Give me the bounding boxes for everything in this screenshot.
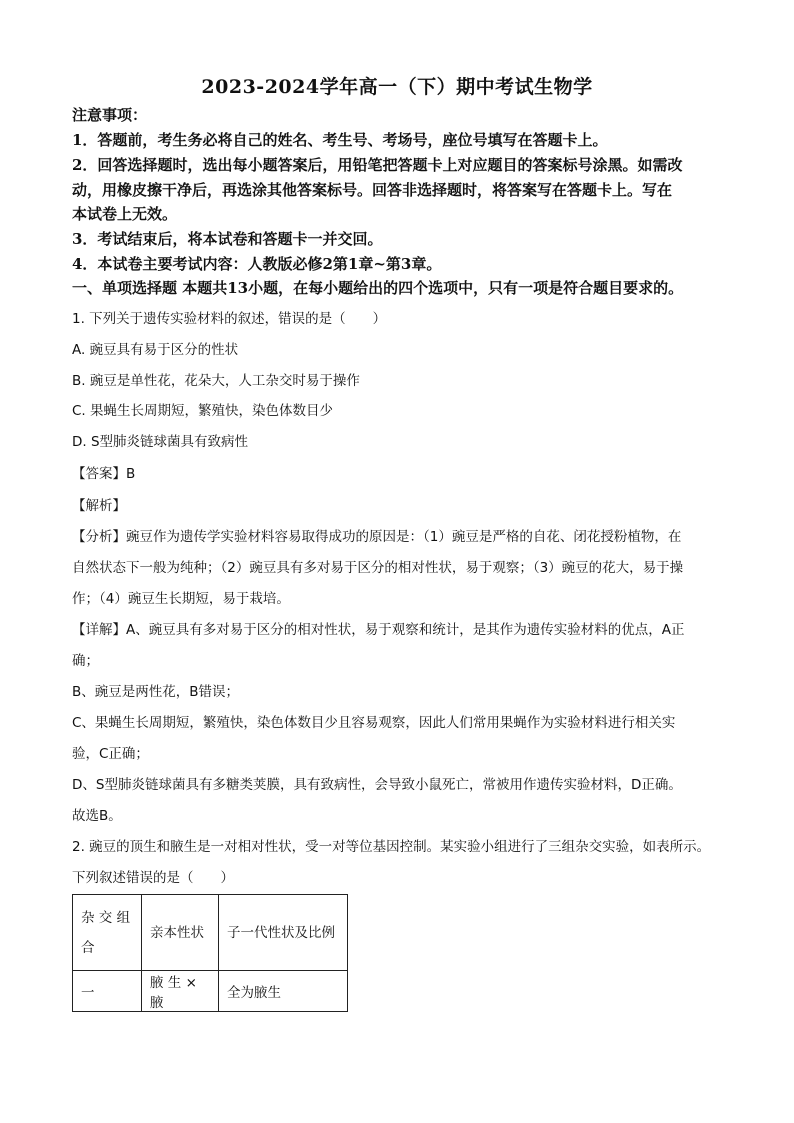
table-header-row xyxy=(73,895,348,971)
q1-analysis-line: 确； xyxy=(72,653,99,669)
q1-analysis-line: B、豌豆是两性花，B错误； xyxy=(72,684,240,700)
table-cell: 一 xyxy=(73,971,142,1012)
q1-analysis-line: 自然状态下一般为纯种；（2）豌豆具有多对易于区分的相对性状，易于观察；（3）豌豆的花大，易于操 xyxy=(72,560,684,576)
table-cell: 腋 生 × 腋 xyxy=(142,971,219,1012)
notice-item-2: 2．回答选择题时，选出每小题答案后，用铅笔把答题卡上对应题目的答案标号涂黑。如需改 xyxy=(72,156,683,174)
q1-analysis-label: 【解析】 xyxy=(72,498,126,514)
notice-heading: 注意事项： xyxy=(72,106,148,124)
q2-stem: 2. 豌豆的顶生和腋生是一对相对性状，受一对等位基因控制。某实验小组进行了三组杂交实验，如表所示。 xyxy=(72,839,711,855)
page-title: 2023-2024学年高一（下）期中考试生物学 xyxy=(201,76,593,98)
table-header-cell: 子一代性状及比例 xyxy=(219,895,348,971)
q1-option-c: C. 果蝇生长周期短，繁殖快，染色体数目少 xyxy=(72,403,334,419)
notice-item-1: 1．答题前，考生务必将自己的姓名、考生号、考场号，座位号填写在答题卡上。 xyxy=(72,131,608,149)
q1-analysis-line: 【分析】豌豆作为遗传学实验材料容易取得成功的原因是：（1）豌豆是严格的自花、闭花授粉植物，在 xyxy=(72,529,682,545)
q1-analysis-line: D、S型肺炎链球菌具有多糖类荚膜，具有致病性，会导致小鼠死亡，常被用作遗传实验材料，D正确。 xyxy=(72,777,682,793)
q1-analysis-line: 作；（4）豌豆生长期短，易于栽培。 xyxy=(72,591,290,607)
q1-analysis-line: 故选B。 xyxy=(72,808,122,824)
q1-option-d: D. S型肺炎链球菌具有致病性 xyxy=(72,434,249,450)
notice-item-2-cont: 动，用橡皮擦干净后，再选涂其他答案标号。回答非选择题时，将答案写在答题卡上。写在 xyxy=(72,181,673,199)
table-row xyxy=(73,971,348,1012)
q1-answer: 【答案】B xyxy=(72,466,136,482)
table-header-cell: 杂 交 组 合 xyxy=(73,895,142,971)
q1-analysis-line: C、果蝇生长周期短，繁殖快，染色体数目少且容易观察，因此人们常用果蝇作为实验材料进行相关实 xyxy=(72,715,676,731)
q1-option-b: B. 豌豆是单性花，花朵大，人工杂交时易于操作 xyxy=(72,373,360,389)
notice-item-2-end: 本试卷上无效。 xyxy=(72,205,178,223)
q2-stem-cont: 下列叙述错误的是（ ） xyxy=(72,870,234,886)
section-heading: 一、单项选择题 本题共13小题，在每小题给出的四个选项中，只有一项是符合题目要求的。 xyxy=(72,279,684,297)
cross-table xyxy=(72,894,348,1012)
notice-item-4: 4．本试卷主要考试内容：人教版必修2第1章~第3章。 xyxy=(72,255,442,273)
q1-analysis-line: 验，C正确； xyxy=(72,746,149,762)
q1-stem: 1. 下列关于遗传实验材料的叙述，错误的是（ ） xyxy=(72,311,387,327)
notice-item-3: 3．考试结束后，将本试卷和答题卡一并交回。 xyxy=(72,230,383,248)
table-header-cell: 亲本性状 xyxy=(142,895,219,971)
q1-option-a: A. 豌豆具有易于区分的性状 xyxy=(72,342,239,358)
q1-analysis-line: 【详解】A、豌豆具有多对易于区分的相对性状，易于观察和统计，是其作为遗传实验材料的优点，A正 xyxy=(72,622,685,638)
table-cell: 全为腋生 xyxy=(219,971,348,1012)
